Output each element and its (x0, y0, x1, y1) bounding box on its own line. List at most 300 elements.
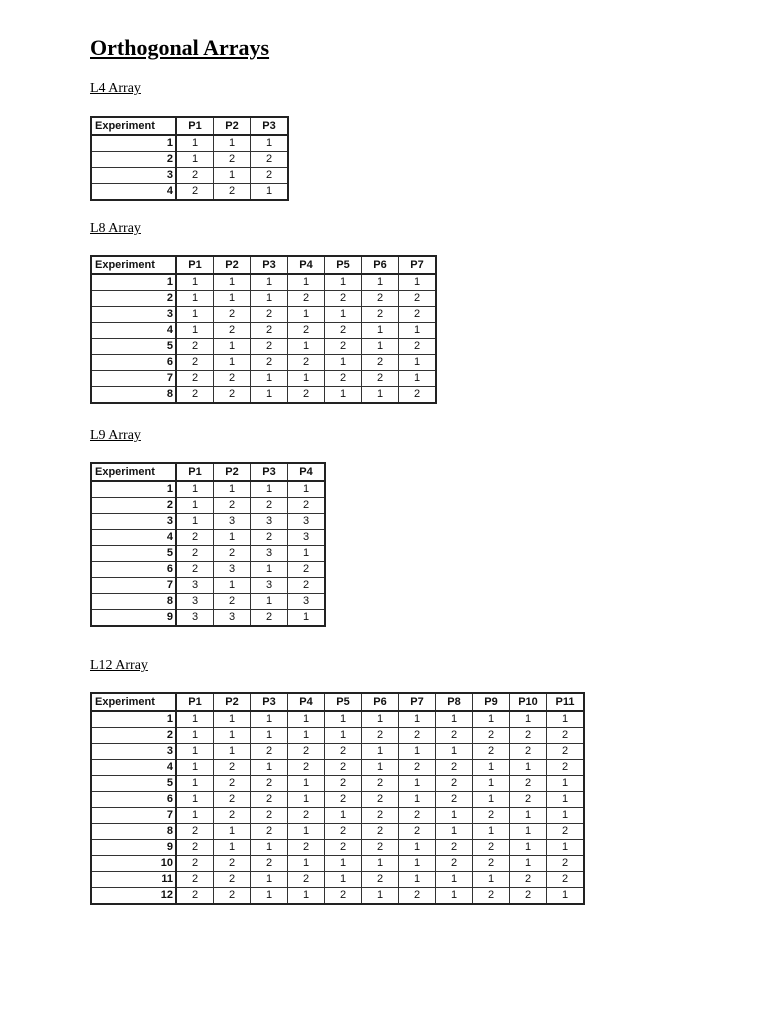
l8-array-table (90, 255, 437, 404)
level-cell: 1 (399, 711, 436, 728)
level-cell: 1 (176, 808, 214, 824)
l9-array-label: L9 Array (90, 428, 141, 443)
level-cell: 2 (176, 872, 214, 888)
level-cell: 1 (214, 824, 251, 840)
level-cell: 1 (547, 888, 585, 905)
level-cell: 2 (399, 824, 436, 840)
level-cell: 1 (176, 711, 214, 728)
level-cell: 2 (325, 760, 362, 776)
l8-array-label: L8 Array (90, 221, 141, 236)
level-cell: 1 (214, 530, 251, 546)
level-cell: 2 (473, 744, 510, 760)
level-cell: 2 (288, 355, 325, 371)
table-row (91, 840, 584, 856)
level-cell: 1 (251, 135, 289, 152)
level-cell: 2 (288, 808, 325, 824)
table-row (91, 387, 436, 404)
level-cell: 1 (436, 824, 473, 840)
level-cell: 2 (288, 872, 325, 888)
level-cell: 1 (251, 840, 288, 856)
level-cell: 3 (176, 578, 214, 594)
parameter-column-header: P6 (362, 693, 399, 711)
level-cell: 1 (325, 711, 362, 728)
table-row (91, 792, 584, 808)
level-cell: 2 (288, 840, 325, 856)
level-cell: 3 (214, 610, 251, 627)
experiment-number-cell: 4 (91, 323, 176, 339)
level-cell: 2 (214, 808, 251, 824)
level-cell: 3 (288, 530, 326, 546)
level-cell: 2 (214, 792, 251, 808)
experiment-number-cell: 7 (91, 808, 176, 824)
parameter-column-header: P3 (251, 693, 288, 711)
level-cell: 1 (399, 355, 437, 371)
level-cell: 1 (176, 291, 214, 307)
level-cell: 2 (325, 744, 362, 760)
level-cell: 2 (436, 792, 473, 808)
level-cell: 1 (510, 711, 547, 728)
level-cell: 1 (547, 792, 585, 808)
level-cell: 2 (547, 872, 585, 888)
table-row (91, 307, 436, 323)
level-cell: 1 (288, 824, 325, 840)
level-cell: 1 (399, 274, 437, 291)
level-cell: 1 (473, 776, 510, 792)
level-cell: 1 (176, 135, 214, 152)
table-row (91, 135, 288, 152)
table-header-row (91, 256, 436, 274)
level-cell: 1 (251, 728, 288, 744)
level-cell: 2 (473, 888, 510, 905)
level-cell: 2 (510, 792, 547, 808)
level-cell: 1 (251, 594, 288, 610)
level-cell: 2 (362, 355, 399, 371)
table-row (91, 744, 584, 760)
l4-array-table (90, 116, 289, 201)
level-cell: 2 (176, 184, 214, 201)
level-cell: 2 (362, 728, 399, 744)
level-cell: 2 (288, 578, 326, 594)
level-cell: 1 (176, 323, 214, 339)
experiment-number-cell: 8 (91, 824, 176, 840)
experiment-number-cell: 1 (91, 135, 176, 152)
level-cell: 1 (176, 307, 214, 323)
level-cell: 1 (547, 776, 585, 792)
table-row (91, 808, 584, 824)
level-cell: 1 (510, 840, 547, 856)
experiment-column-header: Experiment (91, 256, 176, 274)
level-cell: 3 (288, 514, 326, 530)
experiment-number-cell: 2 (91, 498, 176, 514)
parameter-column-header: P3 (251, 256, 288, 274)
level-cell: 1 (288, 888, 325, 905)
level-cell: 1 (251, 387, 288, 404)
parameter-column-header: P3 (251, 463, 288, 481)
table-row (91, 760, 584, 776)
level-cell: 2 (288, 387, 325, 404)
level-cell: 1 (214, 840, 251, 856)
level-cell: 1 (362, 760, 399, 776)
level-cell: 2 (176, 888, 214, 905)
level-cell: 1 (251, 888, 288, 905)
level-cell: 2 (288, 498, 326, 514)
level-cell: 2 (325, 888, 362, 905)
parameter-column-header: P5 (325, 693, 362, 711)
level-cell: 2 (325, 339, 362, 355)
level-cell: 2 (362, 291, 399, 307)
level-cell: 2 (288, 562, 326, 578)
parameter-column-header: P4 (288, 463, 326, 481)
table-row (91, 856, 584, 872)
level-cell: 1 (288, 546, 326, 562)
level-cell: 2 (176, 371, 214, 387)
level-cell: 1 (510, 856, 547, 872)
experiment-number-cell: 5 (91, 339, 176, 355)
experiment-number-cell: 8 (91, 387, 176, 404)
experiment-number-cell: 7 (91, 578, 176, 594)
level-cell: 2 (325, 291, 362, 307)
parameter-column-header: P2 (214, 693, 251, 711)
level-cell: 2 (288, 744, 325, 760)
level-cell: 1 (362, 744, 399, 760)
level-cell: 2 (362, 792, 399, 808)
parameter-column-header: P4 (288, 256, 325, 274)
level-cell: 1 (362, 274, 399, 291)
parameter-column-header: P11 (547, 693, 585, 711)
level-cell: 2 (510, 744, 547, 760)
level-cell: 1 (362, 387, 399, 404)
level-cell: 2 (325, 824, 362, 840)
level-cell: 1 (399, 776, 436, 792)
level-cell: 3 (251, 514, 288, 530)
level-cell: 1 (362, 323, 399, 339)
level-cell: 1 (436, 711, 473, 728)
level-cell: 2 (176, 530, 214, 546)
level-cell: 1 (399, 792, 436, 808)
l9-array-table (90, 462, 326, 627)
table-row (91, 355, 436, 371)
level-cell: 1 (399, 371, 437, 387)
experiment-number-cell: 3 (91, 307, 176, 323)
table-header-row (91, 463, 325, 481)
level-cell: 2 (251, 323, 288, 339)
level-cell: 2 (214, 776, 251, 792)
level-cell: 1 (473, 760, 510, 776)
level-cell: 1 (288, 274, 325, 291)
level-cell: 2 (214, 546, 251, 562)
level-cell: 2 (399, 387, 437, 404)
table-row (91, 711, 584, 728)
level-cell: 2 (214, 323, 251, 339)
level-cell: 2 (251, 824, 288, 840)
level-cell: 1 (251, 291, 288, 307)
level-cell: 1 (176, 760, 214, 776)
experiment-number-cell: 1 (91, 274, 176, 291)
table-row (91, 481, 325, 498)
level-cell: 2 (251, 530, 288, 546)
level-cell: 2 (288, 323, 325, 339)
experiment-number-cell: 3 (91, 744, 176, 760)
level-cell: 1 (251, 184, 289, 201)
table-row (91, 152, 288, 168)
level-cell: 1 (214, 711, 251, 728)
table-row (91, 498, 325, 514)
level-cell: 1 (214, 339, 251, 355)
level-cell: 2 (362, 824, 399, 840)
level-cell: 2 (362, 307, 399, 323)
level-cell: 1 (251, 371, 288, 387)
level-cell: 3 (288, 594, 326, 610)
level-cell: 1 (547, 711, 585, 728)
experiment-number-cell: 10 (91, 856, 176, 872)
table-row (91, 578, 325, 594)
level-cell: 1 (436, 808, 473, 824)
level-cell: 2 (176, 387, 214, 404)
level-cell: 1 (176, 498, 214, 514)
level-cell: 2 (325, 323, 362, 339)
level-cell: 1 (251, 274, 288, 291)
table-row (91, 514, 325, 530)
table-row (91, 610, 325, 627)
level-cell: 1 (325, 856, 362, 872)
level-cell: 1 (436, 744, 473, 760)
table-row (91, 728, 584, 744)
level-cell: 1 (214, 168, 251, 184)
level-cell: 2 (362, 371, 399, 387)
level-cell: 1 (176, 776, 214, 792)
experiment-number-cell: 6 (91, 355, 176, 371)
level-cell: 1 (214, 291, 251, 307)
level-cell: 2 (436, 760, 473, 776)
table-row (91, 594, 325, 610)
level-cell: 1 (362, 711, 399, 728)
level-cell: 1 (399, 856, 436, 872)
level-cell: 1 (288, 610, 326, 627)
level-cell: 3 (214, 514, 251, 530)
level-cell: 1 (288, 307, 325, 323)
experiment-column-header: Experiment (91, 693, 176, 711)
level-cell: 1 (251, 711, 288, 728)
parameter-column-header: P1 (176, 463, 214, 481)
experiment-number-cell: 9 (91, 610, 176, 627)
level-cell: 3 (251, 546, 288, 562)
level-cell: 3 (251, 578, 288, 594)
level-cell: 2 (176, 840, 214, 856)
level-cell: 2 (251, 339, 288, 355)
level-cell: 1 (214, 481, 251, 498)
experiment-number-cell: 1 (91, 481, 176, 498)
level-cell: 2 (176, 355, 214, 371)
experiment-column-header: Experiment (91, 117, 176, 135)
level-cell: 1 (510, 824, 547, 840)
level-cell: 1 (288, 371, 325, 387)
level-cell: 2 (214, 498, 251, 514)
experiment-number-cell: 6 (91, 792, 176, 808)
level-cell: 2 (362, 840, 399, 856)
level-cell: 1 (510, 760, 547, 776)
table-row (91, 546, 325, 562)
level-cell: 1 (176, 481, 214, 498)
level-cell: 2 (214, 594, 251, 610)
parameter-column-header: P2 (214, 117, 251, 135)
experiment-number-cell: 4 (91, 760, 176, 776)
level-cell: 2 (362, 808, 399, 824)
level-cell: 2 (176, 546, 214, 562)
level-cell: 1 (214, 728, 251, 744)
l12-array-table (90, 692, 585, 905)
level-cell: 1 (325, 355, 362, 371)
experiment-number-cell: 8 (91, 594, 176, 610)
experiment-number-cell: 11 (91, 872, 176, 888)
level-cell: 2 (176, 856, 214, 872)
level-cell: 2 (473, 856, 510, 872)
parameter-column-header: P2 (214, 256, 251, 274)
table-row (91, 184, 288, 201)
level-cell: 1 (176, 744, 214, 760)
table-header-row (91, 693, 584, 711)
level-cell: 2 (214, 307, 251, 323)
level-cell: 2 (325, 776, 362, 792)
level-cell: 2 (214, 856, 251, 872)
level-cell: 1 (176, 274, 214, 291)
level-cell: 1 (288, 711, 325, 728)
level-cell: 1 (251, 760, 288, 776)
level-cell: 2 (547, 744, 585, 760)
level-cell: 3 (176, 610, 214, 627)
level-cell: 2 (547, 856, 585, 872)
level-cell: 1 (214, 135, 251, 152)
level-cell: 1 (251, 562, 288, 578)
level-cell: 1 (473, 711, 510, 728)
level-cell: 2 (325, 840, 362, 856)
experiment-number-cell: 4 (91, 530, 176, 546)
level-cell: 1 (325, 274, 362, 291)
level-cell: 1 (214, 744, 251, 760)
level-cell: 2 (473, 840, 510, 856)
level-cell: 1 (362, 856, 399, 872)
page-title: Orthogonal Arrays (90, 35, 270, 60)
level-cell: 1 (399, 840, 436, 856)
level-cell: 2 (288, 291, 325, 307)
level-cell: 1 (547, 840, 585, 856)
table-row (91, 339, 436, 355)
experiment-number-cell: 5 (91, 546, 176, 562)
experiment-number-cell: 3 (91, 514, 176, 530)
parameter-column-header: P7 (399, 256, 437, 274)
level-cell: 1 (288, 339, 325, 355)
level-cell: 1 (214, 355, 251, 371)
level-cell: 2 (436, 776, 473, 792)
level-cell: 2 (399, 760, 436, 776)
level-cell: 1 (176, 514, 214, 530)
level-cell: 2 (214, 152, 251, 168)
level-cell: 2 (251, 792, 288, 808)
level-cell: 2 (214, 371, 251, 387)
level-cell: 1 (325, 728, 362, 744)
level-cell: 1 (176, 792, 214, 808)
experiment-number-cell: 2 (91, 291, 176, 307)
parameter-column-header: P5 (325, 256, 362, 274)
table-row (91, 291, 436, 307)
level-cell: 2 (325, 792, 362, 808)
table-row (91, 323, 436, 339)
experiment-number-cell: 12 (91, 888, 176, 905)
parameter-column-header: P1 (176, 693, 214, 711)
level-cell: 1 (325, 307, 362, 323)
level-cell: 1 (176, 152, 214, 168)
experiment-number-cell: 6 (91, 562, 176, 578)
level-cell: 2 (547, 824, 585, 840)
table-row (91, 562, 325, 578)
level-cell: 2 (214, 888, 251, 905)
level-cell: 1 (288, 856, 325, 872)
experiment-number-cell: 3 (91, 168, 176, 184)
level-cell: 2 (176, 168, 214, 184)
level-cell: 1 (473, 872, 510, 888)
experiment-number-cell: 4 (91, 184, 176, 201)
level-cell: 1 (325, 387, 362, 404)
parameter-column-header: P9 (473, 693, 510, 711)
l12-array-label: L12 Array (90, 658, 148, 673)
level-cell: 2 (214, 387, 251, 404)
level-cell: 2 (510, 872, 547, 888)
level-cell: 1 (473, 792, 510, 808)
level-cell: 2 (399, 339, 437, 355)
level-cell: 2 (251, 776, 288, 792)
level-cell: 2 (547, 728, 585, 744)
parameter-column-header: P6 (362, 256, 399, 274)
level-cell: 2 (251, 808, 288, 824)
level-cell: 2 (399, 728, 436, 744)
experiment-number-cell: 2 (91, 728, 176, 744)
experiment-number-cell: 5 (91, 776, 176, 792)
level-cell: 2 (436, 728, 473, 744)
level-cell: 3 (214, 562, 251, 578)
parameter-column-header: P2 (214, 463, 251, 481)
table-row (91, 824, 584, 840)
level-cell: 2 (399, 808, 436, 824)
level-cell: 2 (399, 291, 437, 307)
level-cell: 1 (473, 824, 510, 840)
level-cell: 1 (399, 872, 436, 888)
level-cell: 2 (510, 888, 547, 905)
level-cell: 2 (325, 371, 362, 387)
level-cell: 2 (251, 498, 288, 514)
level-cell: 2 (510, 728, 547, 744)
level-cell: 1 (436, 888, 473, 905)
level-cell: 1 (510, 808, 547, 824)
table-row (91, 872, 584, 888)
level-cell: 2 (288, 760, 325, 776)
level-cell: 2 (251, 355, 288, 371)
level-cell: 1 (214, 578, 251, 594)
level-cell: 2 (399, 888, 436, 905)
table-row (91, 776, 584, 792)
experiment-number-cell: 9 (91, 840, 176, 856)
level-cell: 2 (176, 824, 214, 840)
parameter-column-header: P3 (251, 117, 289, 135)
level-cell: 1 (436, 872, 473, 888)
table-row (91, 274, 436, 291)
level-cell: 2 (176, 339, 214, 355)
level-cell: 1 (251, 481, 288, 498)
level-cell: 2 (214, 872, 251, 888)
table-row (91, 168, 288, 184)
level-cell: 2 (362, 776, 399, 792)
parameter-column-header: P7 (399, 693, 436, 711)
level-cell: 2 (251, 168, 289, 184)
level-cell: 2 (436, 840, 473, 856)
